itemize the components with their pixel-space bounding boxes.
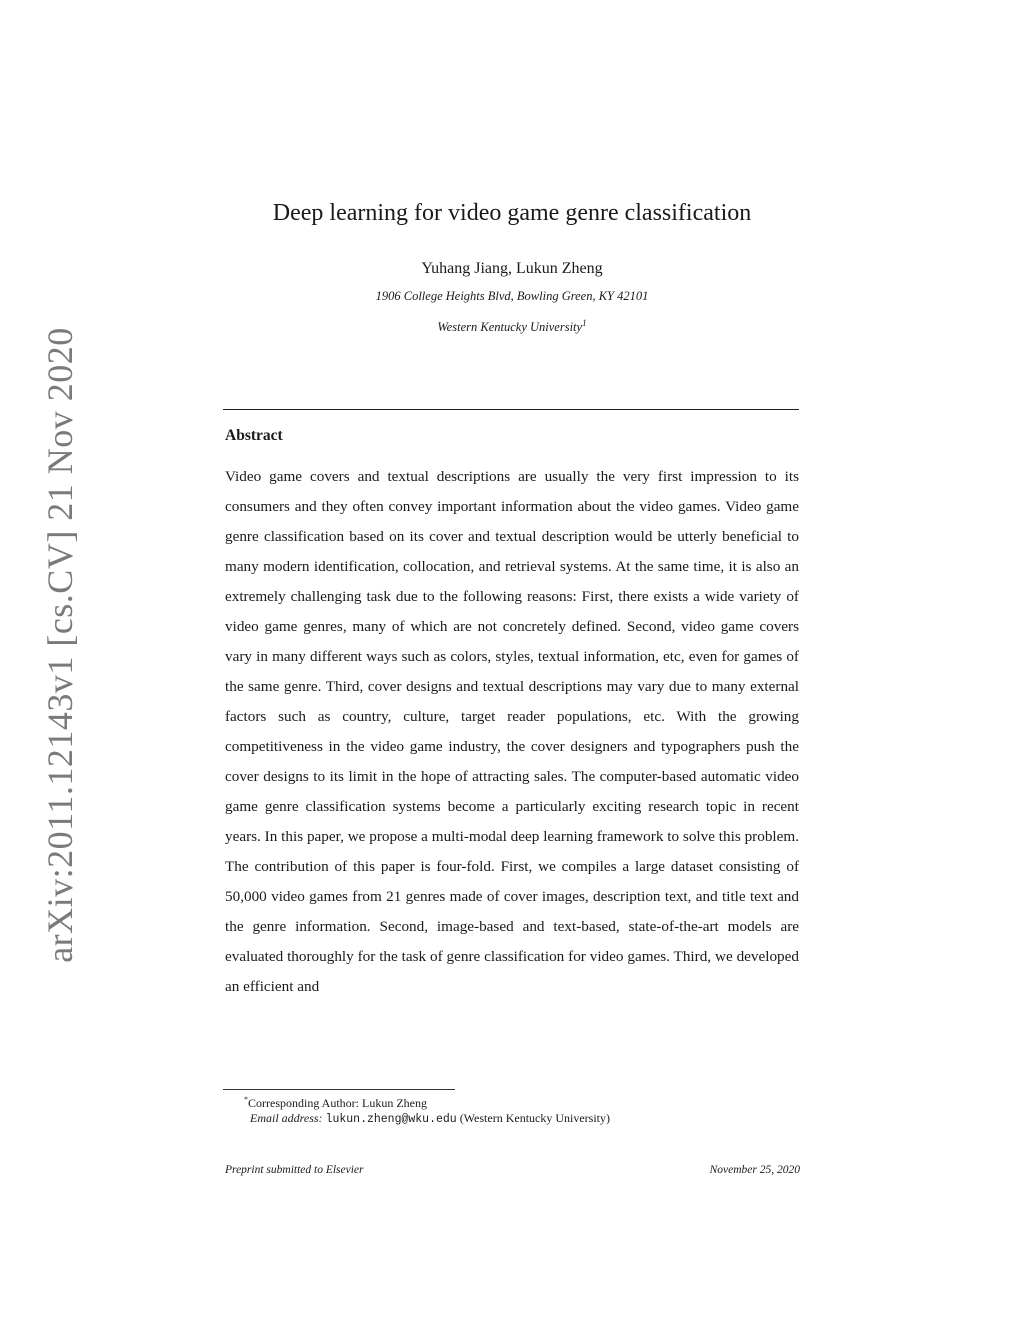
email-address: lukun.zheng@wku.edu (325, 1113, 457, 1126)
preprint-date: November 25, 2020 (709, 1164, 800, 1176)
email-affiliation: (Western Kentucky University) (459, 1111, 611, 1125)
arxiv-identifier: arXiv:2011.12143v1 [cs.CV] 21 Nov 2020 (40, 327, 80, 963)
corresponding-author-footnote (244, 1095, 427, 1111)
institution-footnote-marker: 1 (582, 318, 587, 328)
abstract-heading: Abstract (225, 427, 283, 444)
preprint-note: Preprint submitted to Elsevier (225, 1164, 364, 1176)
institution-name: Western Kentucky University (437, 320, 583, 335)
footnote-marker: * (244, 1095, 248, 1104)
abstract-text: Video game covers and textual descriptions are usually the very first impression to its consumers and they often convey important information about the video games. Video game genre classification based on its cover and textual description would be utterly beneficial to many modern identification, collocation, and retrieval systems. At the same time, it is also an extremely challenging task due to the following reasons: First, there exists a wide variety of video game genres, many of which are not concretely defined. Second, video game covers vary in many different ways such as colors, styles, textual information, etc, even for games of the same genre. Third, cover designs and textual descriptions may vary due to many external factors such as country, culture, target reader populations, etc. With the growing competitiveness in the video game industry, the cover designers and typographers push the cover designs to its limit in the hope of attracting sales. The computer-based automatic video game genre classification systems become a particularly exciting research topic in recent years. In this paper, we propose a multi-modal deep learning framework to solve this problem. The contribution of this paper is four-fold. First, we compiles a large dataset consisting of 50,000 video games from 21 genres made of cover images, description text, and title text and the genre information. Second, image-based and text-based, state-of-the-art models are evaluated thoroughly for the task of genre classification for video games. Third, we developed an efficient and (225, 468, 799, 995)
author-list: Yuhang Jiang, Lukun Zheng (421, 260, 603, 277)
email-label: Email address: (250, 1111, 323, 1125)
author-institution (0, 318, 1024, 335)
email-footnote (250, 1111, 610, 1126)
abstract-top-rule (223, 409, 799, 410)
paper-title: Deep learning for video game genre classification (272, 200, 752, 226)
author-address: 1906 College Heights Blvd, Bowling Green, KY 42101 (375, 289, 649, 303)
footnote-rule (223, 1089, 455, 1090)
corresponding-author-text: Corresponding Author: Lukun Zheng (248, 1096, 427, 1110)
